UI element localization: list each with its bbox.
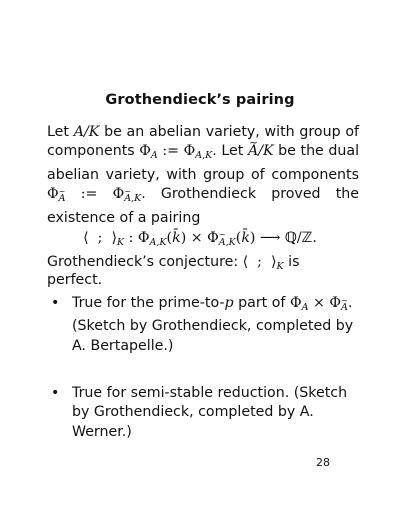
intro-paragraph (47, 123, 359, 228)
math-phi-A-def: $\Phi_A$ := $\Phi_{A,K}$ (139, 143, 213, 162)
bullet-dot: • (51, 295, 60, 311)
intro-text-4: be the dual abelian variety, with group of components (47, 143, 360, 183)
math-dual-A-over-K: ~ A/K (248, 143, 274, 159)
bullet-dot: • (51, 385, 60, 401)
bullet-item-prime-to-p (47, 294, 359, 356)
bullet-text (72, 294, 359, 356)
bullet1-text-mid: part of (233, 295, 290, 311)
bullet-item-semi-stable (47, 384, 359, 442)
math-pairing-symbol: ⟨ ; $⟩_K$ (242, 254, 284, 272)
math-p: p (224, 295, 234, 311)
conjecture-text-1: Grothendieck’s conjecture: (47, 254, 243, 270)
intro-text-5: . Grothendieck proved the existence of a pairing (47, 186, 360, 226)
math-phi-product: $\Phi_A$ × Φ~ $_A$. (290, 295, 352, 311)
page-number: 28 (316, 456, 330, 469)
math-A-over-K: A/K (73, 124, 100, 140)
intro-text-1: Let (47, 124, 74, 140)
slide-title: Grothendieck’s pairing (105, 92, 295, 108)
bullet1-text-before: True for the prime-to- (72, 295, 225, 311)
bullet1-text-after: (Sketch by Grothendieck, completed by A. Bertapelle.) (72, 318, 354, 354)
pairing-formula: ⟨ ; $⟩_K$ : $\Phi_{A,K}(k̄)$ × Φ~ $_{A,K}$(k̄) ⟶ ℚ/ℤ. (0, 230, 400, 248)
conjecture-line (47, 254, 359, 288)
math-phi-dual-def: Φ~ $_A$ := Φ~ $_{A,K}$ (47, 186, 141, 202)
conjecture-text-2: is perfect. (47, 254, 300, 288)
bullet-text: True for semi-stable reduction. (Sketch by Grothendieck, completed by A. Werner.) (72, 385, 348, 440)
intro-text-3: . Let (212, 143, 248, 160)
intro-text-2: be an abelian variety, with group of components (47, 124, 359, 160)
